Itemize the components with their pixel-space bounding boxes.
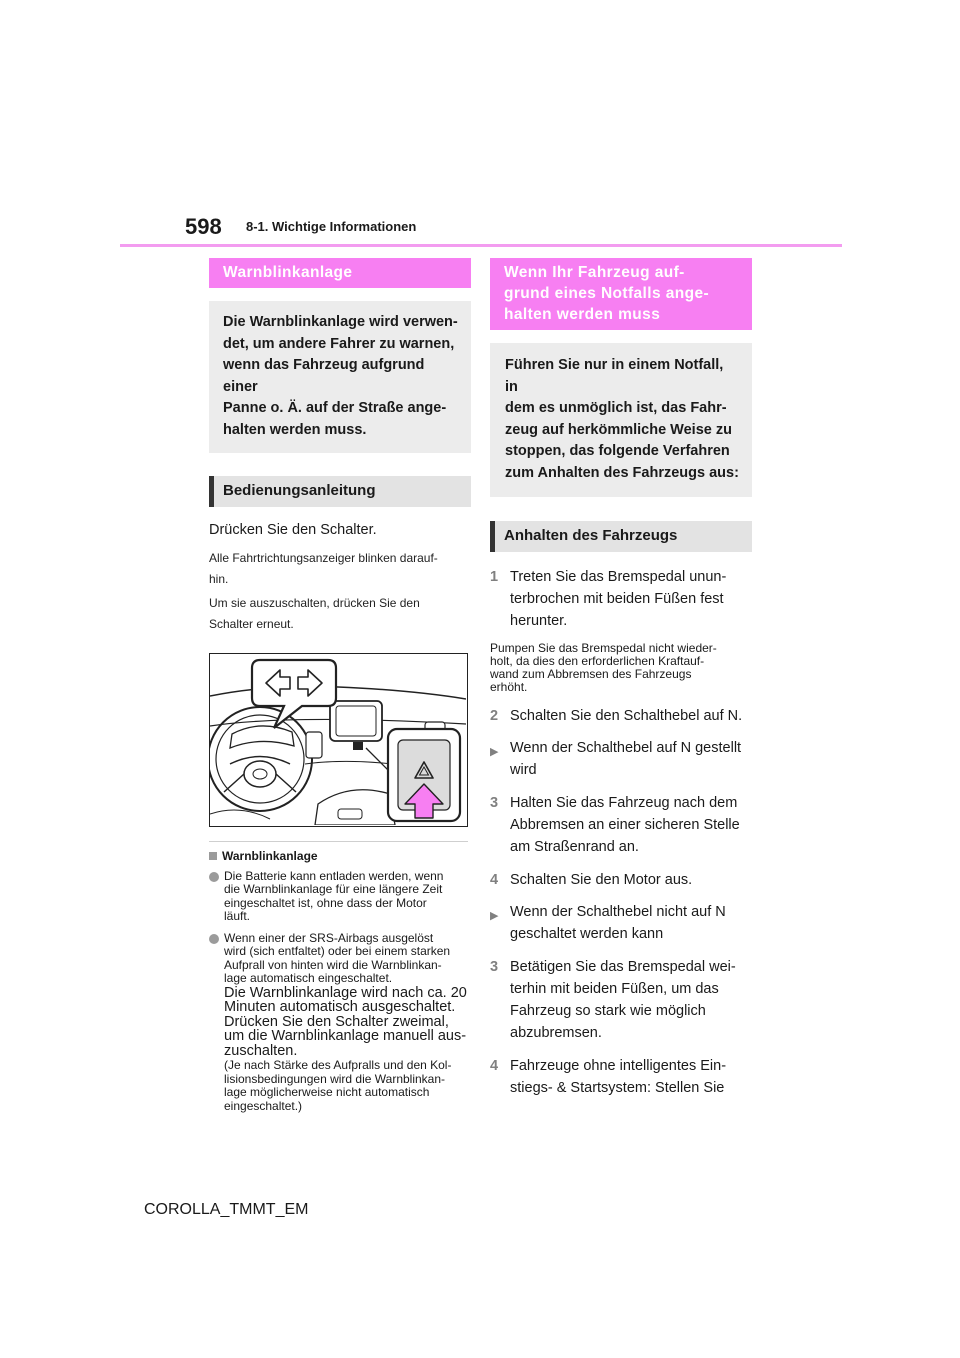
condition-text: Wenn der Schalthebel auf N gestellt wird	[510, 739, 742, 778]
model-code: COROLLA_TMMT_EM	[144, 1201, 309, 1218]
note-airbag-text	[224, 932, 467, 1114]
hazard-lights-intro: Die Warnblinkanlage wird verwen- det, um andere Fahrer zu warnen, wenn das Fahrzeug aufgrund einer Panne o. Ä. auf der Straße ange- halten werden muss.	[209, 301, 471, 453]
left-column	[209, 258, 471, 1113]
operation-heading: Bedienungsanleitung	[209, 476, 471, 507]
step-4	[490, 869, 752, 891]
step-3	[490, 792, 752, 858]
stopping-heading: Anhalten des Fahrzeugs	[490, 521, 752, 552]
step-2	[490, 705, 752, 727]
condition-n-not-set	[490, 901, 752, 945]
triangle-bullet-icon: ▶	[490, 745, 499, 758]
step-number: 1	[490, 568, 499, 585]
note-battery	[209, 870, 471, 924]
step-text: Treten Sie das Bremspedal unun- terbrochen mit beiden Füßen fest herunter.	[510, 568, 727, 629]
step-number: 3	[490, 958, 499, 975]
blink-note: Alle Fahrtrichtungsanzeiger blinken darauf- hin.	[209, 550, 438, 586]
note-airbag-part-a: Wenn einer der SRS-Airbags ausgelöst wird (sich entfaltet) oder bei einem starken Aufprall von hinten wird die Warnblinkan- lage automatisch eingeschaltet.	[224, 930, 451, 986]
step-text: Betätigen Sie das Bremspedal wei- terhin mit beiden Füßen, um das Fahrzeug so stark wie möglich abzubremsen.	[510, 958, 736, 1041]
hazard-switch-illustration	[209, 653, 468, 827]
emergency-stop-intro: Führen Sie nur in einem Notfall, in dem es unmöglich ist, das Fahr- zeug auf herkömmliche Weise zu stoppen, das folgende Verfahren zum Anhalten des Fahrzeugs aus:	[490, 343, 752, 497]
dashboard-drawing	[210, 654, 466, 825]
circle-bullet-icon	[209, 934, 219, 944]
step-1-note: Pumpen Sie das Bremspedal nicht wieder- holt, da dies den erforderlichen Kraftauf- wand zum Abbremsen des Fahrzeugs erhöht.	[490, 640, 717, 694]
note-airbag	[209, 932, 471, 1114]
switch-off-note: Um sie auszuschalten, drücken Sie den Schalter erneut.	[209, 595, 420, 631]
step-text: Schalten Sie den Schalthebel auf N.	[510, 707, 743, 724]
header-rule	[120, 244, 842, 247]
step-text: Halten Sie das Fahrzeug nach dem Abbremsen an einer sicheren Stelle am Straßenrand an.	[510, 794, 740, 855]
right-column	[490, 258, 752, 1099]
press-switch-instruction: Drücken Sie den Schalter.	[209, 521, 377, 538]
figure-divider	[209, 841, 468, 842]
page-number: 598	[185, 214, 222, 239]
step-number: 4	[490, 1057, 499, 1074]
condition-n-set	[490, 737, 752, 781]
note-battery-text: Die Batterie kann entladen werden, wenn die Warnblinkanlage für eine längere Zeit eingeschaltet ist, ohne dass der Motor läuft.	[224, 868, 444, 924]
square-bullet-icon	[209, 852, 217, 860]
step-number: 3	[490, 794, 499, 811]
emergency-stop-heading: Wenn Ihr Fahrzeug auf- grund eines Notfalls ange- halten werden muss	[490, 258, 752, 330]
note-airbag-part-b: (Je nach Stärke des Aufpralls und den Kol- lisionsbedingungen wird die Warnblinkan- lage möglicherweise nicht automatisch eingeschaltet.)	[224, 1058, 452, 1113]
note-airbag-part-big: Die Warnblinkanlage wird nach ca. 20 Minuten automatisch ausgeschaltet. Drücken Sie den Schalter zweimal, um die Warnblinkanlage manuell aus- zuschalten.	[224, 984, 467, 1059]
step-1	[490, 566, 752, 632]
step-text: Fahrzeuge ohne intelligentes Ein- stiegs- & Startsystem: Stellen Sie	[510, 1057, 727, 1096]
condition-text: Wenn der Schalthebel nicht auf N geschaltet werden kann	[510, 903, 726, 942]
step-4b	[490, 1055, 752, 1099]
step-text: Schalten Sie den Motor aus.	[510, 871, 693, 888]
hazard-lights-heading: Warnblinkanlage	[209, 258, 471, 288]
notes-title-text: Warnblinkanlage	[222, 848, 318, 863]
step-number: 2	[490, 707, 499, 724]
triangle-bullet-icon: ▶	[490, 909, 499, 922]
section-title: 8-1. Wichtige Informationen	[246, 219, 417, 234]
step-3b	[490, 956, 752, 1044]
notes-title	[209, 849, 471, 863]
step-number: 4	[490, 871, 499, 888]
circle-bullet-icon	[209, 872, 219, 882]
